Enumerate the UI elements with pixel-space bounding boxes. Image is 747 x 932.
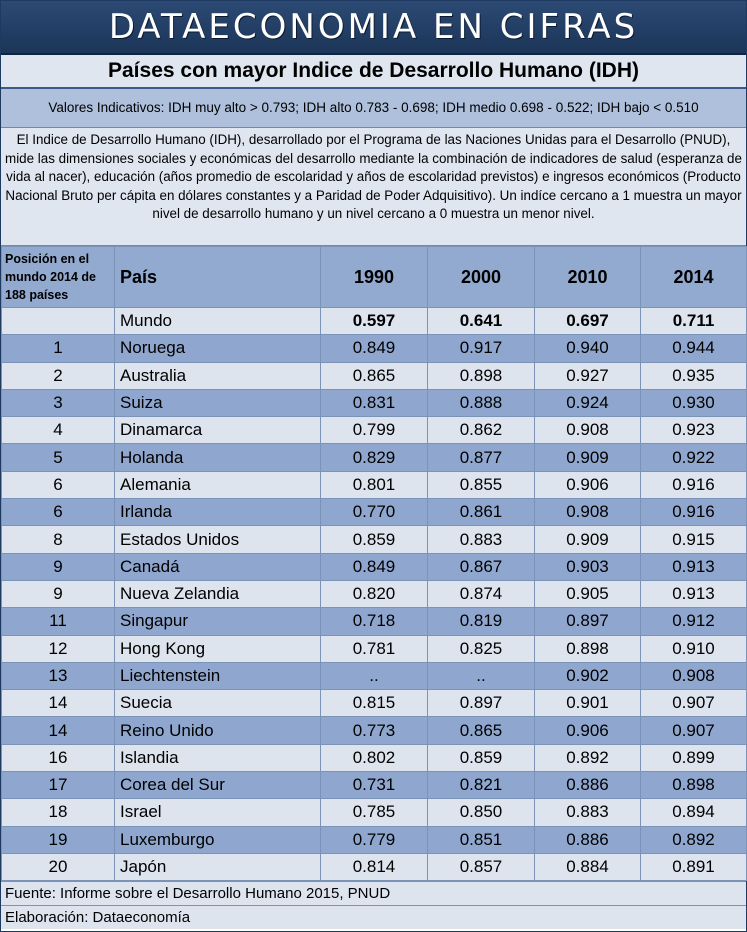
cell-2014: 0.915 bbox=[641, 526, 747, 553]
cell-2014: 0.935 bbox=[641, 362, 747, 389]
cell-2010: 0.886 bbox=[535, 772, 641, 799]
credit-note: Elaboración: Dataeconomía bbox=[1, 905, 746, 929]
cell-2010: 0.897 bbox=[535, 608, 641, 635]
cell-2014: 0.944 bbox=[641, 335, 747, 362]
table-row bbox=[2, 526, 747, 553]
cell-country: Mundo bbox=[115, 308, 321, 335]
cell-position: 14 bbox=[2, 690, 115, 717]
cell-2010: 0.905 bbox=[535, 580, 641, 607]
cell-position: 13 bbox=[2, 662, 115, 689]
cell-country: Corea del Sur bbox=[115, 772, 321, 799]
cell-position: 1 bbox=[2, 335, 115, 362]
cell-2000: 0.855 bbox=[428, 471, 535, 498]
cell-country: Holanda bbox=[115, 444, 321, 471]
table-row bbox=[2, 772, 747, 799]
cell-country: Australia bbox=[115, 362, 321, 389]
cell-country: Islandia bbox=[115, 744, 321, 771]
cell-2010: 0.940 bbox=[535, 335, 641, 362]
cell-2000: 0.917 bbox=[428, 335, 535, 362]
cell-2000: 0.850 bbox=[428, 799, 535, 826]
cell-country: Suiza bbox=[115, 389, 321, 416]
cell-2000: 0.851 bbox=[428, 826, 535, 853]
cell-2000: 0.859 bbox=[428, 744, 535, 771]
cell-2000: 0.877 bbox=[428, 444, 535, 471]
cell-2010: 0.906 bbox=[535, 471, 641, 498]
table-body bbox=[2, 308, 747, 881]
description-text: El Indice de Desarrollo Humano (IDH), desarrollado por el Programa de las Naciones Unidas para el Desarrollo (PNUD), mide las dimensiones sociales y económicas del desarrollo mediante la combinación de indicadores de salud (esperanza de vida al nacer), educación (años promedio de escolaridad y años de escolaridad previstos) e ingresos económicos (Producto Nacional Bruto per cápita en dólares constantes y a Paridad de Poder Adquisitivo). Un indíce cercano a 1 muestra un mayor nivel de desarrollo humano y un nivel cercano a 0 muestra un menor nivel. bbox=[1, 128, 746, 246]
cell-2010: 0.903 bbox=[535, 553, 641, 580]
cell-1990: 0.829 bbox=[321, 444, 428, 471]
cell-position: 3 bbox=[2, 389, 115, 416]
cell-2014: 0.916 bbox=[641, 499, 747, 526]
table-row bbox=[2, 553, 747, 580]
cell-position: 20 bbox=[2, 853, 115, 880]
cell-1990: 0.718 bbox=[321, 608, 428, 635]
cell-2014: 0.908 bbox=[641, 662, 747, 689]
cell-1990: 0.849 bbox=[321, 553, 428, 580]
cell-2000: 0.819 bbox=[428, 608, 535, 635]
cell-2014: 0.912 bbox=[641, 608, 747, 635]
table-row bbox=[2, 799, 747, 826]
cell-2014: 0.891 bbox=[641, 853, 747, 880]
cell-2010: 0.884 bbox=[535, 853, 641, 880]
table-row bbox=[2, 335, 747, 362]
cell-position: 18 bbox=[2, 799, 115, 826]
cell-position: 14 bbox=[2, 717, 115, 744]
cell-2010: 0.901 bbox=[535, 690, 641, 717]
header-country: País bbox=[115, 247, 321, 308]
cell-2014: 0.907 bbox=[641, 690, 747, 717]
cell-2000: 0.898 bbox=[428, 362, 535, 389]
cell-country: Alemania bbox=[115, 471, 321, 498]
cell-position: 17 bbox=[2, 772, 115, 799]
cell-1990: 0.781 bbox=[321, 635, 428, 662]
cell-2010: 0.909 bbox=[535, 444, 641, 471]
cell-country: Hong Kong bbox=[115, 635, 321, 662]
cell-country: Nueva Zelandia bbox=[115, 580, 321, 607]
cell-2014: 0.898 bbox=[641, 772, 747, 799]
cell-country: Dinamarca bbox=[115, 417, 321, 444]
table-row bbox=[2, 444, 747, 471]
cell-1990: 0.597 bbox=[321, 308, 428, 335]
table-row bbox=[2, 389, 747, 416]
cell-2014: 0.916 bbox=[641, 471, 747, 498]
cell-position: 9 bbox=[2, 580, 115, 607]
cell-1990: 0.770 bbox=[321, 499, 428, 526]
cell-position: 16 bbox=[2, 744, 115, 771]
table-row bbox=[2, 853, 747, 880]
cell-position: 6 bbox=[2, 471, 115, 498]
cell-1990: 0.731 bbox=[321, 772, 428, 799]
cell-position: 2 bbox=[2, 362, 115, 389]
cell-2010: 0.697 bbox=[535, 308, 641, 335]
cell-position: 9 bbox=[2, 553, 115, 580]
cell-2014: 0.913 bbox=[641, 553, 747, 580]
table-row bbox=[2, 362, 747, 389]
cell-2014: 0.922 bbox=[641, 444, 747, 471]
cell-2010: 0.883 bbox=[535, 799, 641, 826]
cell-2000: 0.862 bbox=[428, 417, 535, 444]
cell-1990: 0.801 bbox=[321, 471, 428, 498]
cell-position: 12 bbox=[2, 635, 115, 662]
table-row bbox=[2, 826, 747, 853]
indicative-values: Valores Indicativos: IDH muy alto > 0.793; IDH alto 0.783 - 0.698; IDH medio 0.698 - 0.522; IDH bajo < 0.510 bbox=[1, 89, 746, 128]
source-note: Fuente: Informe sobre el Desarrollo Humano 2015, PNUD bbox=[1, 881, 746, 905]
table-row bbox=[2, 580, 747, 607]
cell-2000: 0.883 bbox=[428, 526, 535, 553]
cell-2000: 0.897 bbox=[428, 690, 535, 717]
cell-2000: 0.861 bbox=[428, 499, 535, 526]
cell-2010: 0.909 bbox=[535, 526, 641, 553]
cell-country: Israel bbox=[115, 799, 321, 826]
cell-2010: 0.908 bbox=[535, 499, 641, 526]
cell-2014: 0.913 bbox=[641, 580, 747, 607]
page-title: Países con mayor Indice de Desarrollo Humano (IDH) bbox=[1, 55, 746, 89]
cell-2000: 0.874 bbox=[428, 580, 535, 607]
cell-1990: 0.865 bbox=[321, 362, 428, 389]
cell-country: Canadá bbox=[115, 553, 321, 580]
cell-country: Liechtenstein bbox=[115, 662, 321, 689]
table-row bbox=[2, 499, 747, 526]
cell-2014: 0.711 bbox=[641, 308, 747, 335]
cell-1990: 0.831 bbox=[321, 389, 428, 416]
cell-position: 4 bbox=[2, 417, 115, 444]
table-row bbox=[2, 662, 747, 689]
cell-2010: 0.906 bbox=[535, 717, 641, 744]
cell-1990: 0.814 bbox=[321, 853, 428, 880]
cell-position: 19 bbox=[2, 826, 115, 853]
table-row bbox=[2, 471, 747, 498]
cell-position: 11 bbox=[2, 608, 115, 635]
cell-country: Singapur bbox=[115, 608, 321, 635]
table-row bbox=[2, 717, 747, 744]
cell-1990: 0.802 bbox=[321, 744, 428, 771]
cell-1990: 0.773 bbox=[321, 717, 428, 744]
cell-country: Irlanda bbox=[115, 499, 321, 526]
cell-2014: 0.907 bbox=[641, 717, 747, 744]
cell-2014: 0.899 bbox=[641, 744, 747, 771]
cell-2010: 0.927 bbox=[535, 362, 641, 389]
cell-position: 8 bbox=[2, 526, 115, 553]
cell-country: Japón bbox=[115, 853, 321, 880]
cell-2000: 0.888 bbox=[428, 389, 535, 416]
cell-2010: 0.902 bbox=[535, 662, 641, 689]
cell-2014: 0.892 bbox=[641, 826, 747, 853]
cell-1990: 0.785 bbox=[321, 799, 428, 826]
cell-1990: 0.815 bbox=[321, 690, 428, 717]
cell-1990: 0.799 bbox=[321, 417, 428, 444]
cell-position: 5 bbox=[2, 444, 115, 471]
table-row bbox=[2, 690, 747, 717]
cell-1990: 0.859 bbox=[321, 526, 428, 553]
cell-country: Reino Unido bbox=[115, 717, 321, 744]
cell-2000: 0.867 bbox=[428, 553, 535, 580]
cell-1990: 0.849 bbox=[321, 335, 428, 362]
cell-2000: 0.865 bbox=[428, 717, 535, 744]
header-2000: 2000 bbox=[428, 247, 535, 308]
table-row bbox=[2, 744, 747, 771]
cell-2010: 0.892 bbox=[535, 744, 641, 771]
header-2010: 2010 bbox=[535, 247, 641, 308]
cell-country: Noruega bbox=[115, 335, 321, 362]
cell-2010: 0.886 bbox=[535, 826, 641, 853]
cell-2010: 0.898 bbox=[535, 635, 641, 662]
cell-position bbox=[2, 308, 115, 335]
cell-2000: .. bbox=[428, 662, 535, 689]
table-header-row bbox=[2, 247, 747, 308]
hdi-table bbox=[1, 246, 747, 881]
cell-2014: 0.923 bbox=[641, 417, 747, 444]
cell-country: Estados Unidos bbox=[115, 526, 321, 553]
header-1990: 1990 bbox=[321, 247, 428, 308]
cell-1990: 0.820 bbox=[321, 580, 428, 607]
cell-2014: 0.894 bbox=[641, 799, 747, 826]
cell-position: 6 bbox=[2, 499, 115, 526]
cell-1990: .. bbox=[321, 662, 428, 689]
cell-country: Luxemburgo bbox=[115, 826, 321, 853]
table-row bbox=[2, 635, 747, 662]
cell-1990: 0.779 bbox=[321, 826, 428, 853]
header-position: Posición en el mundo 2014 de 188 países bbox=[2, 247, 115, 308]
cell-2010: 0.908 bbox=[535, 417, 641, 444]
cell-2000: 0.857 bbox=[428, 853, 535, 880]
cell-2000: 0.821 bbox=[428, 772, 535, 799]
table-row-world bbox=[2, 308, 747, 335]
cell-2014: 0.930 bbox=[641, 389, 747, 416]
cell-country: Suecia bbox=[115, 690, 321, 717]
cell-2014: 0.910 bbox=[641, 635, 747, 662]
cell-2000: 0.641 bbox=[428, 308, 535, 335]
cell-2000: 0.825 bbox=[428, 635, 535, 662]
table-row bbox=[2, 417, 747, 444]
table-row bbox=[2, 608, 747, 635]
cell-2010: 0.924 bbox=[535, 389, 641, 416]
header-2014: 2014 bbox=[641, 247, 747, 308]
banner-title: DATAECONOMIA EN CIFRAS bbox=[1, 1, 746, 55]
